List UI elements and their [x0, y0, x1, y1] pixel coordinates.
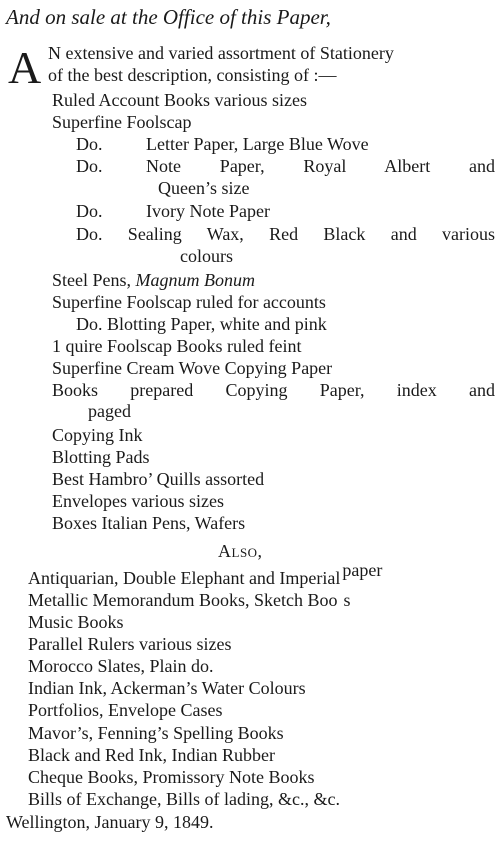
item-books-copying-text: Books prepared Copying Paper, index and — [52, 380, 495, 400]
also-item-antiquarian — [28, 560, 383, 589]
also-heading: Also, — [218, 541, 263, 561]
also-item-bills: Bills of Exchange, Bills of lading, &c., &c. — [28, 789, 340, 809]
also-item-metallic — [28, 589, 350, 611]
item-quills: Best Hambro’ Quills assorted — [52, 469, 265, 489]
item-blotting-paper: Do. Blotting Paper, white and pink — [76, 314, 327, 334]
drop-cap: A — [8, 42, 42, 93]
also-item-portfolios: Portfolios, Envelope Cases — [28, 700, 223, 720]
item-books-copying — [52, 379, 495, 401]
intro-line-1: N extensive and varied assortment of Stationery — [48, 43, 394, 63]
also-item-antiquarian-text: Antiquarian, Double Elephant and Imperial — [28, 568, 341, 588]
also-item-spelling-books: Mavor’s, Fenning’s Spelling Books — [28, 723, 284, 743]
also-item-metallic-end: s — [343, 590, 351, 610]
item-cream-wove: Superfine Cream Wove Copying Paper — [52, 358, 333, 378]
also-item-music-books: Music Books — [28, 612, 124, 632]
item-note-paper-continued: Queen’s size — [158, 178, 250, 198]
item-foolscap-ruled: Superfine Foolscap ruled for accounts — [52, 292, 326, 312]
item-italian-pens: Boxes Italian Pens, Wafers — [52, 513, 246, 533]
also-item-antiquarian-end: paper — [342, 560, 383, 580]
item-letter-paper: Letter Paper, Large Blue Wove — [146, 134, 369, 154]
item-note-paper-text: Note Paper, Royal Albert and — [146, 156, 495, 176]
item-sealing-wax-text: Do. Sealing Wax, Red Black and various — [76, 224, 495, 244]
item-envelopes: Envelopes various sizes — [52, 491, 224, 511]
item-superfine-foolscap: Superfine Foolscap — [52, 112, 192, 132]
also-item-cheque-books: Cheque Books, Promissory Note Books — [28, 767, 315, 787]
item-copying-ink: Copying Ink — [52, 425, 143, 445]
also-item-indian-ink: Indian Ink, Ackerman’s Water Colours — [28, 678, 306, 698]
item-sealing-wax-continued: colours — [180, 246, 233, 266]
also-item-metallic-text: Metallic Memorandum Books, Sketch Boo — [28, 590, 338, 610]
ditto-mark: Do. — [76, 201, 103, 221]
ad-heading: And on sale at the Office of this Paper, — [6, 5, 331, 29]
item-steel-pens-brand: Magnum Bonum — [135, 270, 255, 290]
item-steel-pens — [52, 269, 255, 291]
also-item-parallel-rulers: Parallel Rulers various sizes — [28, 634, 232, 654]
also-item-black-red-ink: Black and Red Ink, Indian Rubber — [28, 745, 275, 765]
item-ivory-note-paper: Ivory Note Paper — [146, 201, 270, 221]
item-steel-pens-prefix: Steel Pens, — [52, 270, 131, 290]
intro-line-2: of the best description, consisting of :— — [48, 65, 337, 85]
also-item-morocco-slates: Morocco Slates, Plain do. — [28, 656, 214, 676]
item-books-copying-continued: paged — [88, 401, 131, 421]
item-note-paper — [146, 155, 495, 177]
item-blotting-pads: Blotting Pads — [52, 447, 150, 467]
item-quire-foolscap: 1 quire Foolscap Books ruled feint — [52, 336, 302, 356]
item-ruled-account-books: Ruled Account Books various sizes — [52, 90, 307, 110]
ditto-mark: Do. — [76, 134, 103, 154]
dateline: Wellington, January 9, 1849. — [6, 812, 214, 832]
item-sealing-wax — [76, 223, 495, 245]
ditto-mark: Do. — [76, 156, 103, 176]
